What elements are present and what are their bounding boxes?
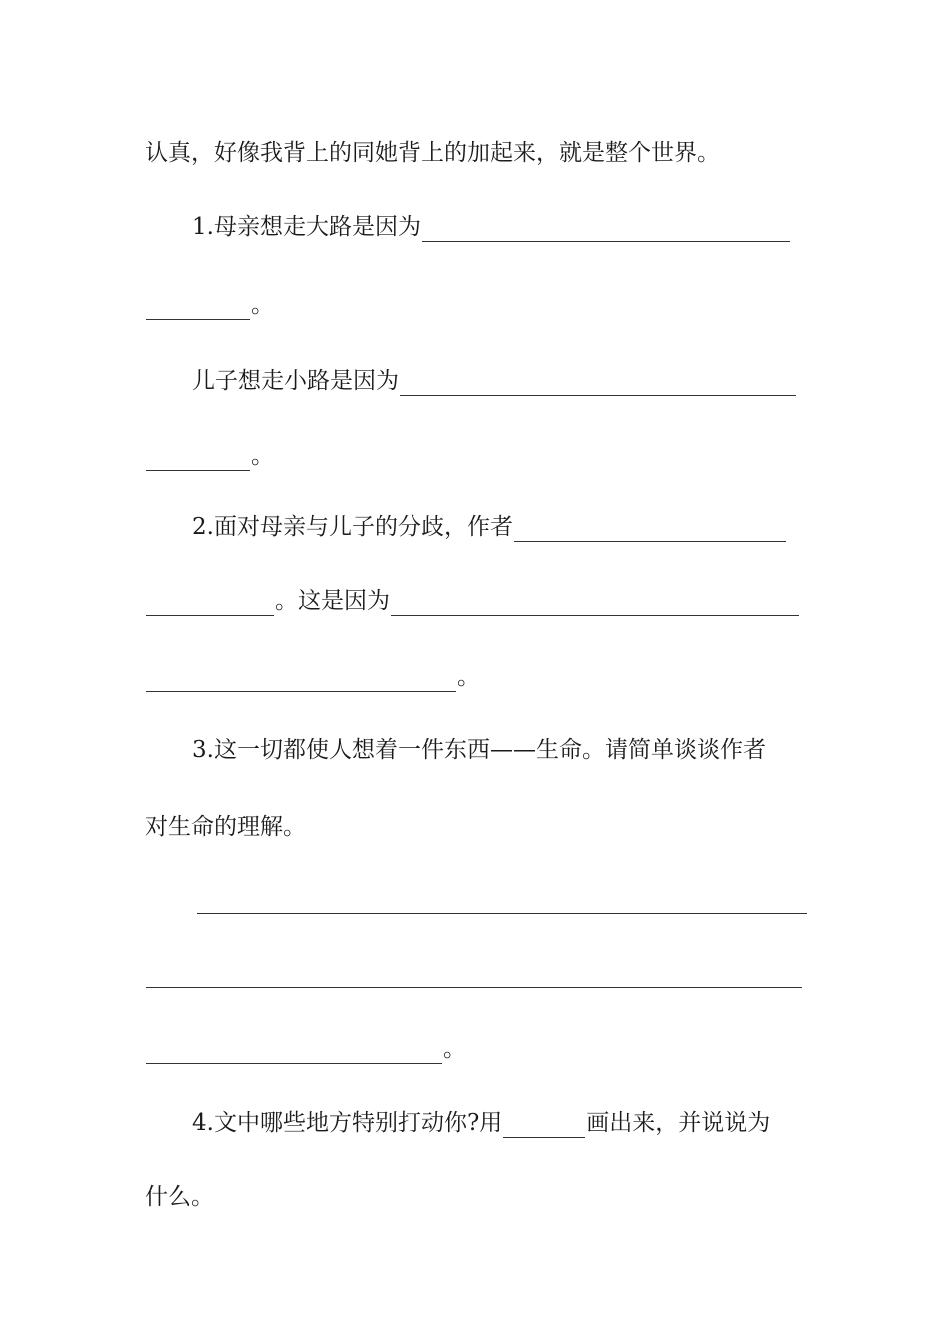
question-3-line-1 [192,735,766,765]
question-text: 画出来，并说说为 [586,1110,771,1136]
question-text: 什么。 [145,1184,214,1210]
question-3-answer-line-2 [145,958,803,988]
paragraph-continuation [145,138,720,168]
answer-blank[interactable] [422,217,790,242]
question-2-line-1 [192,512,787,542]
question-1-line-2 [145,290,274,320]
question-3-answer-line-3 [145,1034,466,1064]
question-text: 面对母亲与儿子的分歧，作者 [213,514,513,540]
answer-blank[interactable] [146,1039,442,1064]
answer-blank[interactable] [391,591,799,616]
answer-blank[interactable] [146,591,274,616]
question-number: 1. [192,214,214,240]
question-number: 3. [192,737,214,763]
answer-blank[interactable] [146,667,456,692]
answer-blank[interactable] [146,295,250,320]
answer-blank[interactable] [197,889,807,914]
answer-blank[interactable] [514,517,786,542]
question-3-answer-line-1 [196,884,808,914]
question-number: 2. [192,514,214,540]
answer-blank[interactable] [146,963,802,988]
question-text: 文中哪些地方特别打动你?用 [213,1110,503,1136]
punctuation: 。 [457,664,480,690]
question-4-line-2 [145,1182,214,1212]
question-1-line-1 [192,212,791,242]
punctuation: 。 [443,1036,466,1062]
punctuation: 。 [251,292,274,318]
paragraph-text: 认真，好像我背上的同她背上的加起来，就是整个世界。 [145,140,720,166]
answer-blank[interactable] [400,371,796,396]
punctuation: 。 [251,443,274,469]
answer-blank[interactable] [503,1113,585,1138]
question-number: 4. [192,1110,214,1136]
question-text: 。这是因为 [275,588,390,614]
question-1-line-3 [192,366,797,396]
question-1-line-4 [145,441,274,471]
question-3-line-2 [145,812,306,842]
question-2-line-2 [145,586,800,616]
question-2-line-3 [145,662,480,692]
answer-blank[interactable] [146,446,250,471]
question-4-line-1 [192,1108,770,1138]
question-text: 母亲想走大路是因为 [213,214,421,240]
question-text: 对生命的理解。 [145,814,306,840]
question-text: 儿子想走小路是因为 [192,368,399,394]
question-text: 这一切都使人想着一件东西——生命。请简单谈谈作者 [213,737,766,763]
